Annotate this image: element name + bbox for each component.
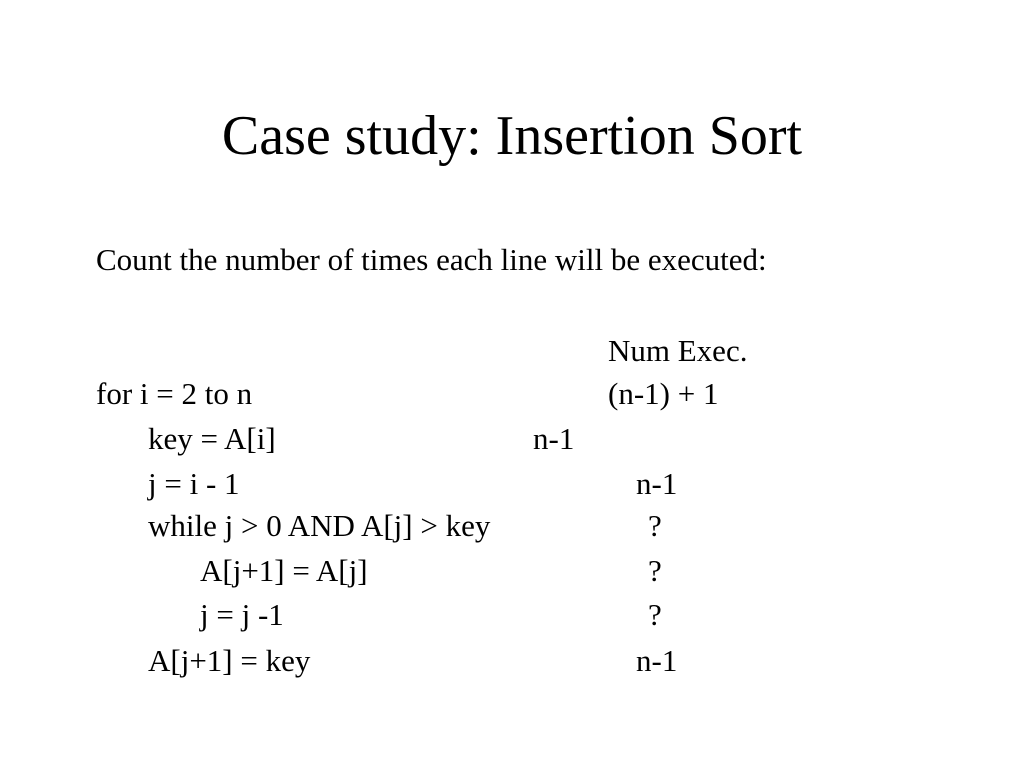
code-line: while j > 0 AND A[j] > key: [148, 508, 491, 543]
exec-count: ?: [648, 508, 662, 543]
slide-title: Case study: Insertion Sort: [221, 105, 803, 167]
code-line: A[j+1] = A[j]: [200, 553, 368, 588]
code-line: A[j+1] = key: [148, 643, 311, 678]
code-row-shift: [0, 550, 1024, 592]
exec-count: (n-1) + 1: [608, 376, 719, 411]
code-row-for-loop: [0, 373, 1024, 415]
exec-count: n-1: [636, 466, 678, 501]
code-row-key-assign: [0, 418, 1024, 460]
exec-count: ?: [648, 553, 662, 588]
code-row-insert-key: [0, 640, 1024, 682]
num-exec-header: Num Exec.: [608, 333, 748, 368]
code-line: j = j -1: [200, 597, 284, 632]
code-row-while: [0, 505, 1024, 547]
code-line: for i = 2 to n: [96, 376, 253, 411]
exec-count: n-1: [636, 643, 678, 678]
intro-text: Count the number of times each line will be executed:: [96, 242, 767, 277]
code-row-j-assign: [0, 463, 1024, 505]
code-row-decrement: [0, 594, 1024, 636]
exec-count: n-1: [533, 421, 575, 456]
code-line: j = i - 1: [148, 466, 240, 501]
exec-count: ?: [648, 597, 662, 632]
code-line: key = A[i]: [148, 421, 276, 456]
